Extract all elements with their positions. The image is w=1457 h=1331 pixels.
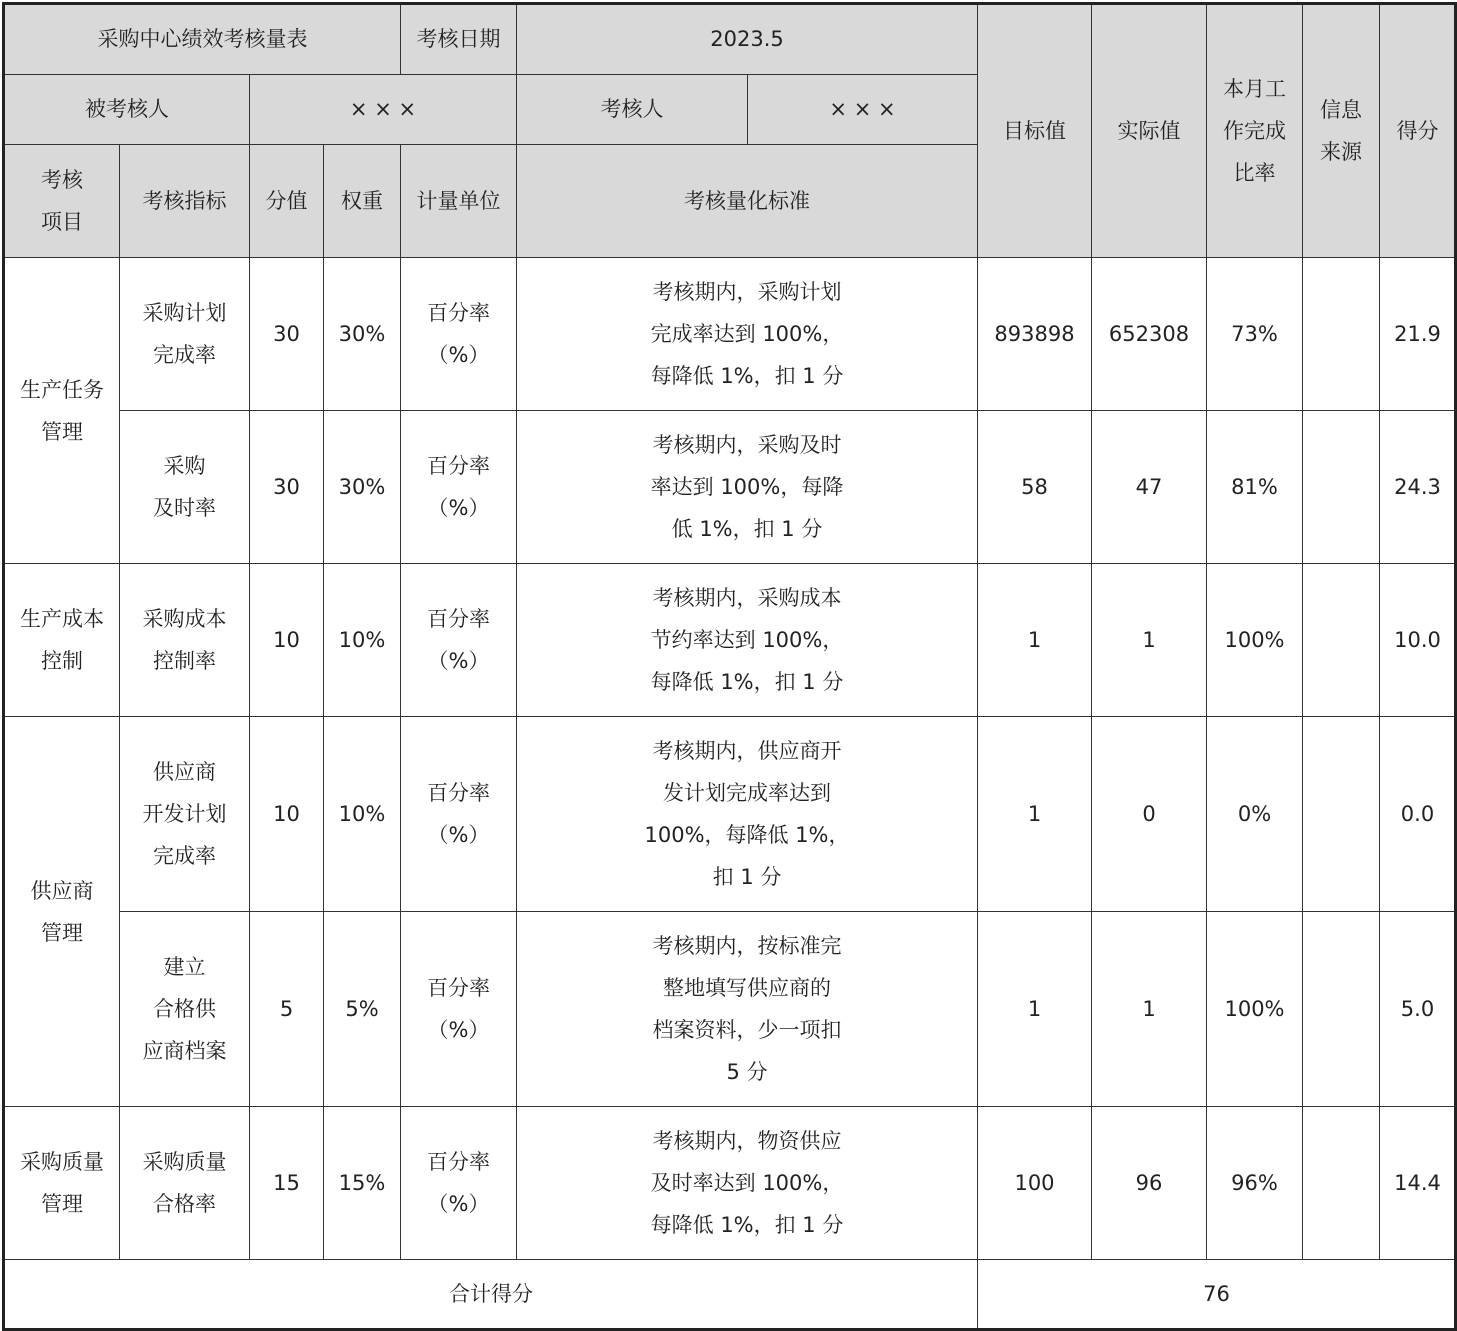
header-item: 考核 项目 — [4, 145, 120, 258]
header-unit: 计量单位 — [401, 145, 517, 258]
score-cell: 0.0 — [1380, 717, 1456, 912]
header-points: 分值 — [250, 145, 324, 258]
date-value: 2023.5 — [517, 4, 978, 75]
indicator-cell: 采购质量 合格率 — [120, 1107, 250, 1260]
indicator-cell: 采购计划 完成率 — [120, 258, 250, 411]
target-cell: 1 — [978, 564, 1092, 717]
unit-cell: 百分率 （%） — [401, 564, 517, 717]
weight-cell: 10% — [324, 717, 401, 912]
source-cell — [1303, 717, 1380, 912]
target-cell: 893898 — [978, 258, 1092, 411]
score-cell: 21.9 — [1380, 258, 1456, 411]
points-cell: 10 — [250, 717, 324, 912]
unit-cell: 百分率 （%） — [401, 912, 517, 1107]
header-indicator: 考核指标 — [120, 145, 250, 258]
header-actual: 实际值 — [1092, 4, 1207, 258]
standard-cell: 考核期内，物资供应 及时率达到 100%， 每降低 1%，扣 1 分 — [517, 1107, 978, 1260]
total-row — [4, 1260, 1456, 1330]
score-cell: 14.4 — [1380, 1107, 1456, 1260]
assessee-label: 被考核人 — [4, 74, 250, 145]
weight-cell: 15% — [324, 1107, 401, 1260]
actual-cell: 1 — [1092, 564, 1207, 717]
standard-cell: 考核期内，采购计划 完成率达到 100%， 每降低 1%，扣 1 分 — [517, 258, 978, 411]
header-weight: 权重 — [324, 145, 401, 258]
actual-cell: 652308 — [1092, 258, 1207, 411]
source-cell — [1303, 1107, 1380, 1260]
indicator-cell: 供应商 开发计划 完成率 — [120, 717, 250, 912]
table-row — [4, 564, 1456, 717]
table-row — [4, 411, 1456, 564]
category-cell: 供应商 管理 — [4, 717, 120, 1107]
score-cell: 24.3 — [1380, 411, 1456, 564]
indicator-cell: 建立 合格供 应商档案 — [120, 912, 250, 1107]
assessor-value: × × × — [748, 74, 978, 145]
points-cell: 30 — [250, 411, 324, 564]
category-cell: 生产成本 控制 — [4, 564, 120, 717]
assessor-label: 考核人 — [517, 74, 748, 145]
header-score: 得分 — [1380, 4, 1456, 258]
target-cell: 1 — [978, 912, 1092, 1107]
points-cell: 15 — [250, 1107, 324, 1260]
category-cell: 生产任务 管理 — [4, 258, 120, 564]
table-row — [4, 1107, 1456, 1260]
target-cell: 1 — [978, 717, 1092, 912]
assessee-value: × × × — [250, 74, 517, 145]
actual-cell: 0 — [1092, 717, 1207, 912]
points-cell: 10 — [250, 564, 324, 717]
unit-cell: 百分率 （%） — [401, 258, 517, 411]
total-label: 合计得分 — [4, 1260, 978, 1330]
indicator-cell: 采购成本 控制率 — [120, 564, 250, 717]
actual-cell: 47 — [1092, 411, 1207, 564]
table-row — [4, 717, 1456, 912]
target-cell: 58 — [978, 411, 1092, 564]
completion-cell: 81% — [1207, 411, 1303, 564]
unit-cell: 百分率 （%） — [401, 411, 517, 564]
completion-cell: 0% — [1207, 717, 1303, 912]
table-row — [4, 912, 1456, 1107]
points-cell: 30 — [250, 258, 324, 411]
standard-cell: 考核期内，按标准完 整地填写供应商的 档案资料，少一项扣 5 分 — [517, 912, 978, 1107]
weight-cell: 5% — [324, 912, 401, 1107]
table-row — [4, 258, 1456, 411]
header-standard: 考核量化标准 — [517, 145, 978, 258]
source-cell — [1303, 912, 1380, 1107]
points-cell: 5 — [250, 912, 324, 1107]
total-value: 76 — [978, 1260, 1456, 1330]
completion-cell: 73% — [1207, 258, 1303, 411]
standard-cell: 考核期内，采购成本 节约率达到 100%， 每降低 1%，扣 1 分 — [517, 564, 978, 717]
unit-cell: 百分率 （%） — [401, 1107, 517, 1260]
completion-cell: 96% — [1207, 1107, 1303, 1260]
completion-cell: 100% — [1207, 564, 1303, 717]
source-cell — [1303, 564, 1380, 717]
score-cell: 5.0 — [1380, 912, 1456, 1107]
weight-cell: 30% — [324, 258, 401, 411]
completion-cell: 100% — [1207, 912, 1303, 1107]
header-source: 信息 来源 — [1303, 4, 1380, 258]
target-cell: 100 — [978, 1107, 1092, 1260]
weight-cell: 10% — [324, 564, 401, 717]
actual-cell: 1 — [1092, 912, 1207, 1107]
weight-cell: 30% — [324, 411, 401, 564]
header-target: 目标值 — [978, 4, 1092, 258]
standard-cell: 考核期内，供应商开 发计划完成率达到 100%，每降低 1%， 扣 1 分 — [517, 717, 978, 912]
unit-cell: 百分率 （%） — [401, 717, 517, 912]
score-cell: 10.0 — [1380, 564, 1456, 717]
date-label: 考核日期 — [401, 4, 517, 75]
header-completion: 本月工 作完成 比率 — [1207, 4, 1303, 258]
actual-cell: 96 — [1092, 1107, 1207, 1260]
category-cell: 采购质量 管理 — [4, 1107, 120, 1260]
indicator-cell: 采购 及时率 — [120, 411, 250, 564]
standard-cell: 考核期内，采购及时 率达到 100%，每降 低 1%，扣 1 分 — [517, 411, 978, 564]
source-cell — [1303, 411, 1380, 564]
table-title: 采购中心绩效考核量表 — [4, 4, 401, 75]
performance-table — [2, 2, 1457, 1331]
source-cell — [1303, 258, 1380, 411]
